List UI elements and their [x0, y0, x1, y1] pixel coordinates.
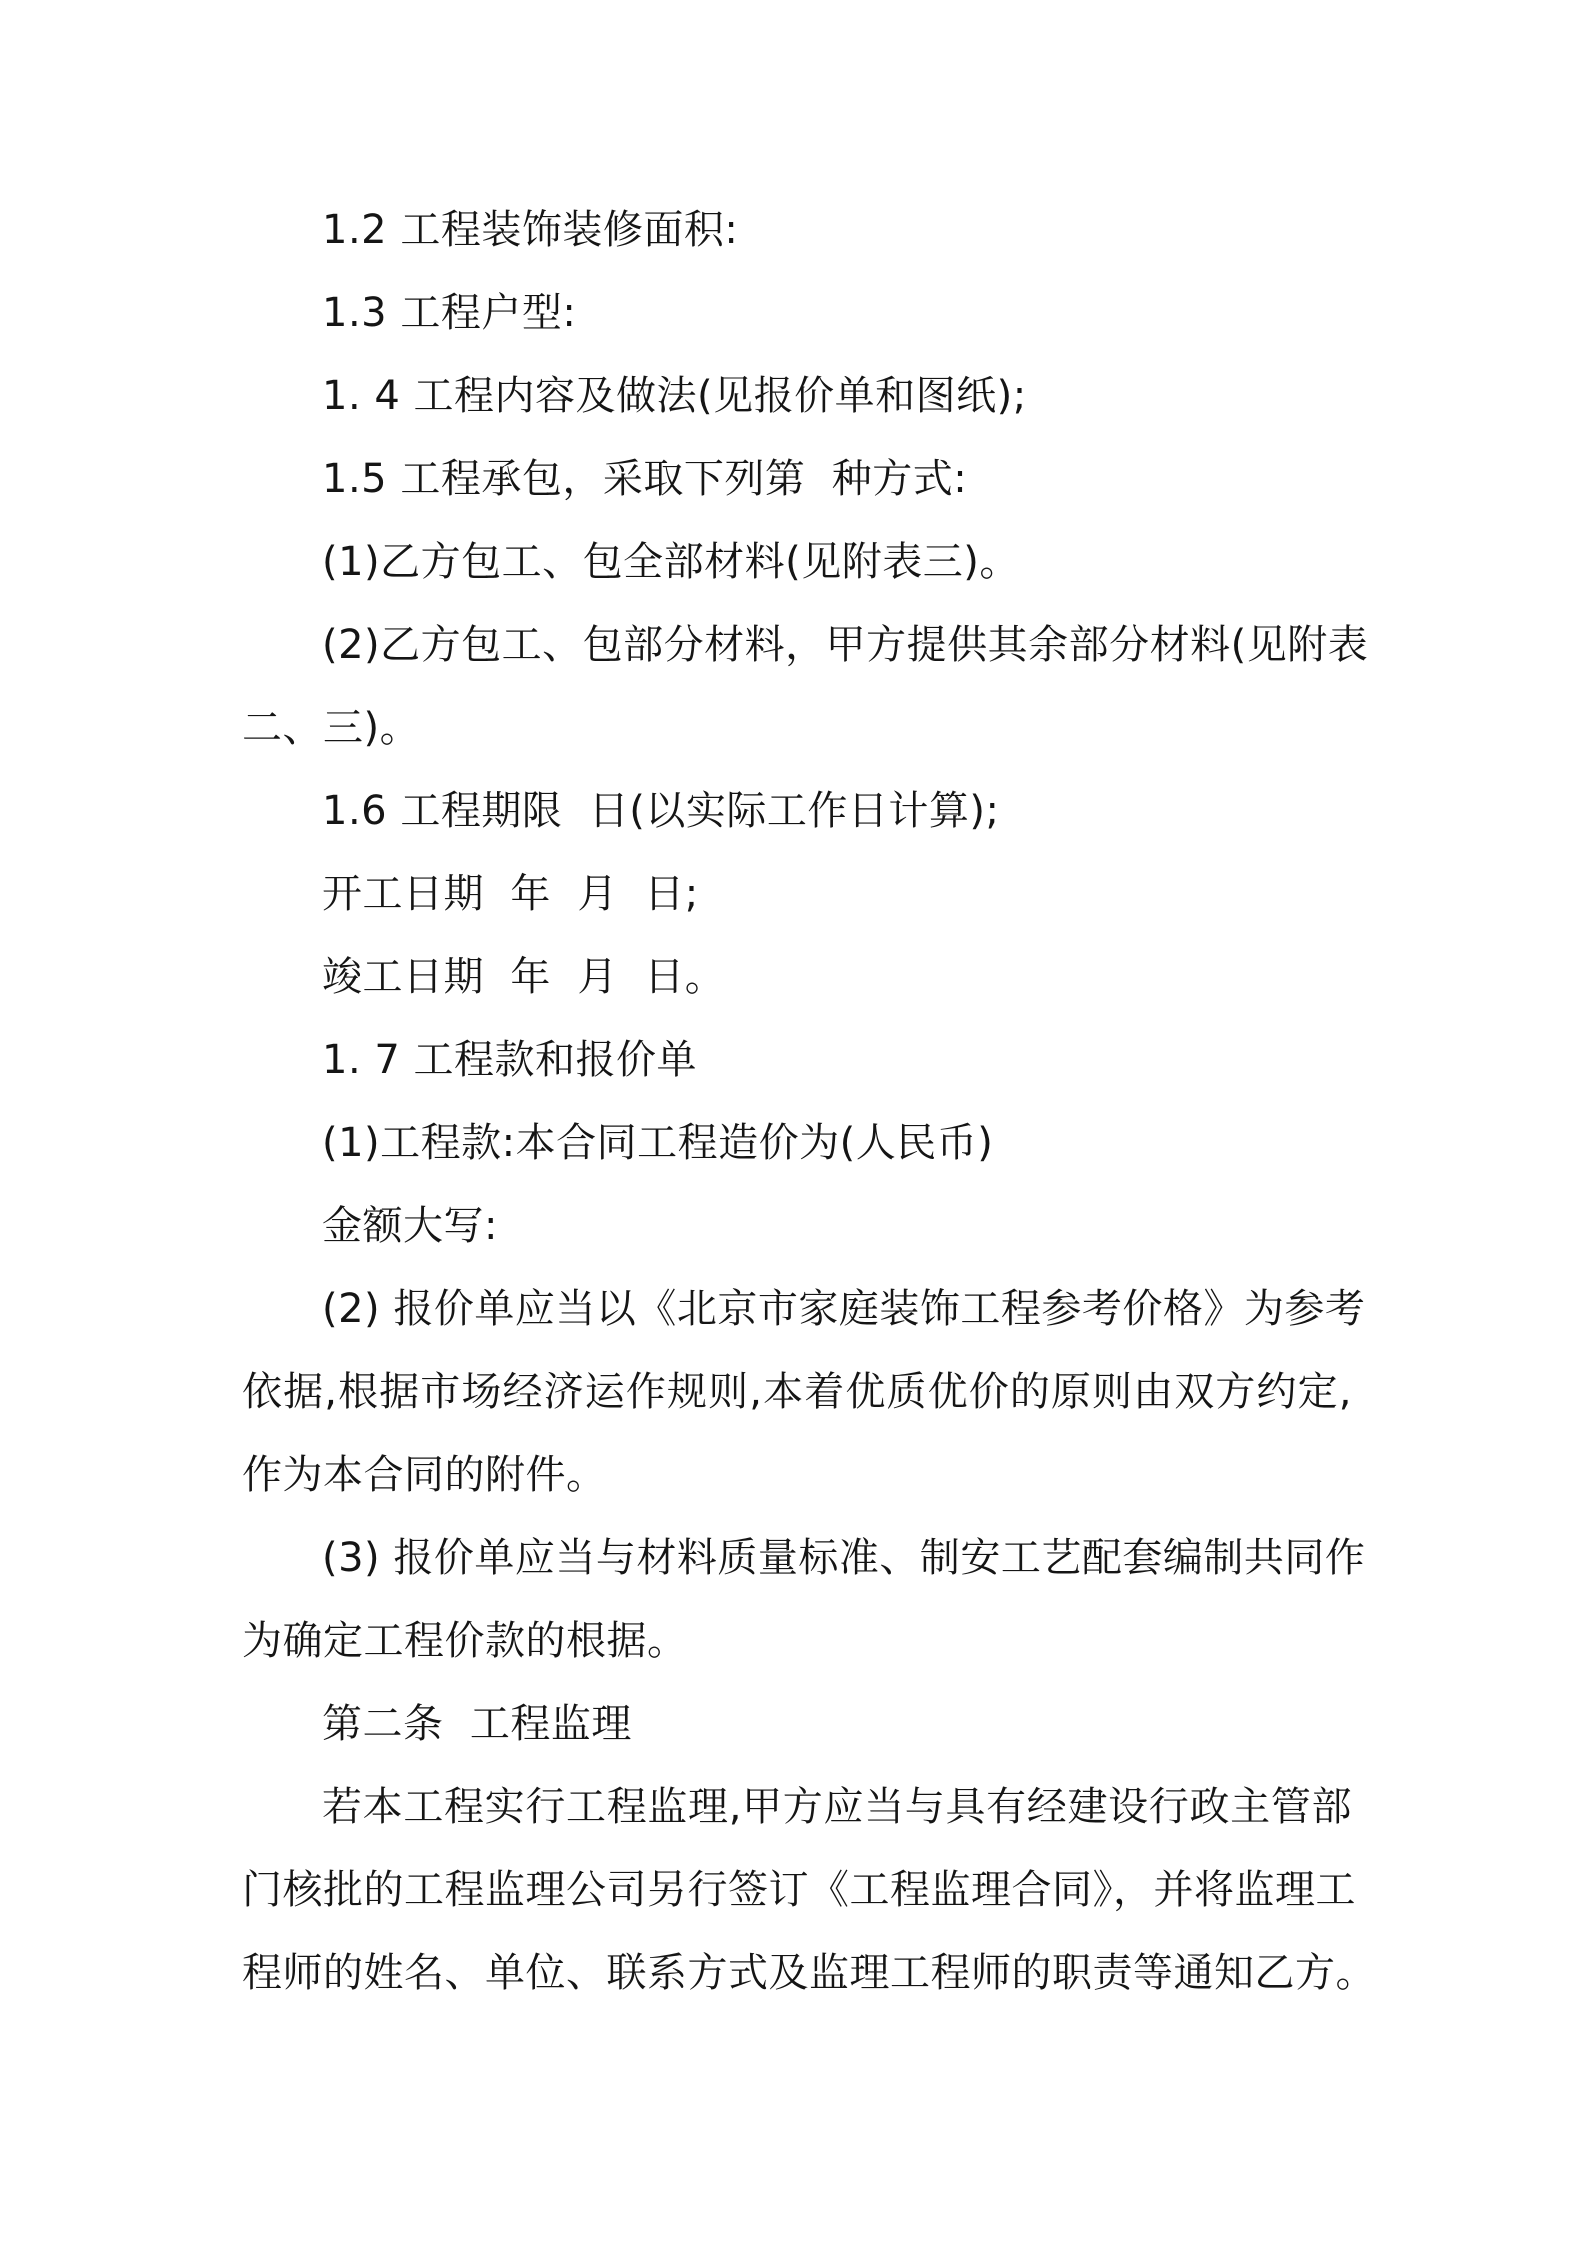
- clause-1-2: 1.2 工程装饰装修面积:: [322, 207, 739, 253]
- clause-1-6: 1.6 工程期限 日(以实际工作日计算);: [322, 788, 1000, 834]
- clause-1-7-item-2-line-3: 作为本合同的附件。: [242, 1452, 607, 1498]
- clause-1-7-item-2-line-2: 依据,根据市场经济运作规则,本着优质优价的原则由双方约定,: [242, 1369, 1352, 1415]
- clause-1-5-option-2-line-1: (2)乙方包工、包部分材料，甲方提供其余部分材料(见附表: [322, 622, 1369, 668]
- article-2-paragraph-line-1: 若本工程实行工程监理,甲方应当与具有经建设行政主管部: [322, 1784, 1352, 1830]
- article-2-paragraph-line-2: 门核批的工程监理公司另行签订《工程监理合同》，并将监理工: [242, 1867, 1356, 1913]
- clause-1-7-item-3-line-1: (3) 报价单应当与材料质量标准、制安工艺配套编制共同作: [322, 1535, 1366, 1581]
- clause-1-7-item-2-line-1: (2) 报价单应当以《北京市家庭装饰工程参考价格》为参考: [322, 1286, 1366, 1332]
- start-date: 开工日期 年 月 日;: [322, 871, 699, 917]
- clause-1-4: 1. 4 工程内容及做法(见报价单和图纸);: [322, 373, 1027, 419]
- completion-date: 竣工日期 年 月 日。: [322, 954, 726, 1000]
- article-2-heading: 第二条 工程监理: [322, 1701, 632, 1747]
- amount-in-words: 金额大写:: [322, 1203, 498, 1249]
- clause-1-7-item-1: (1)工程款:本合同工程造价为(人民币): [322, 1120, 994, 1166]
- clause-1-3: 1.3 工程户型:: [322, 290, 577, 336]
- article-2-paragraph-line-3: 程师的姓名、单位、联系方式及监理工程师的职责等通知乙方。: [242, 1950, 1376, 1996]
- clause-1-7: 1. 7 工程款和报价单: [322, 1037, 698, 1083]
- clause-1-7-item-3-line-2: 为确定工程价款的根据。: [242, 1618, 688, 1664]
- clause-1-5-option-2-line-2: 二、三)。: [242, 705, 421, 751]
- clause-1-5: 1.5 工程承包，采取下列第 种方式:: [322, 456, 968, 502]
- clause-1-5-option-1: (1)乙方包工、包全部材料(见附表三)。: [322, 539, 1020, 585]
